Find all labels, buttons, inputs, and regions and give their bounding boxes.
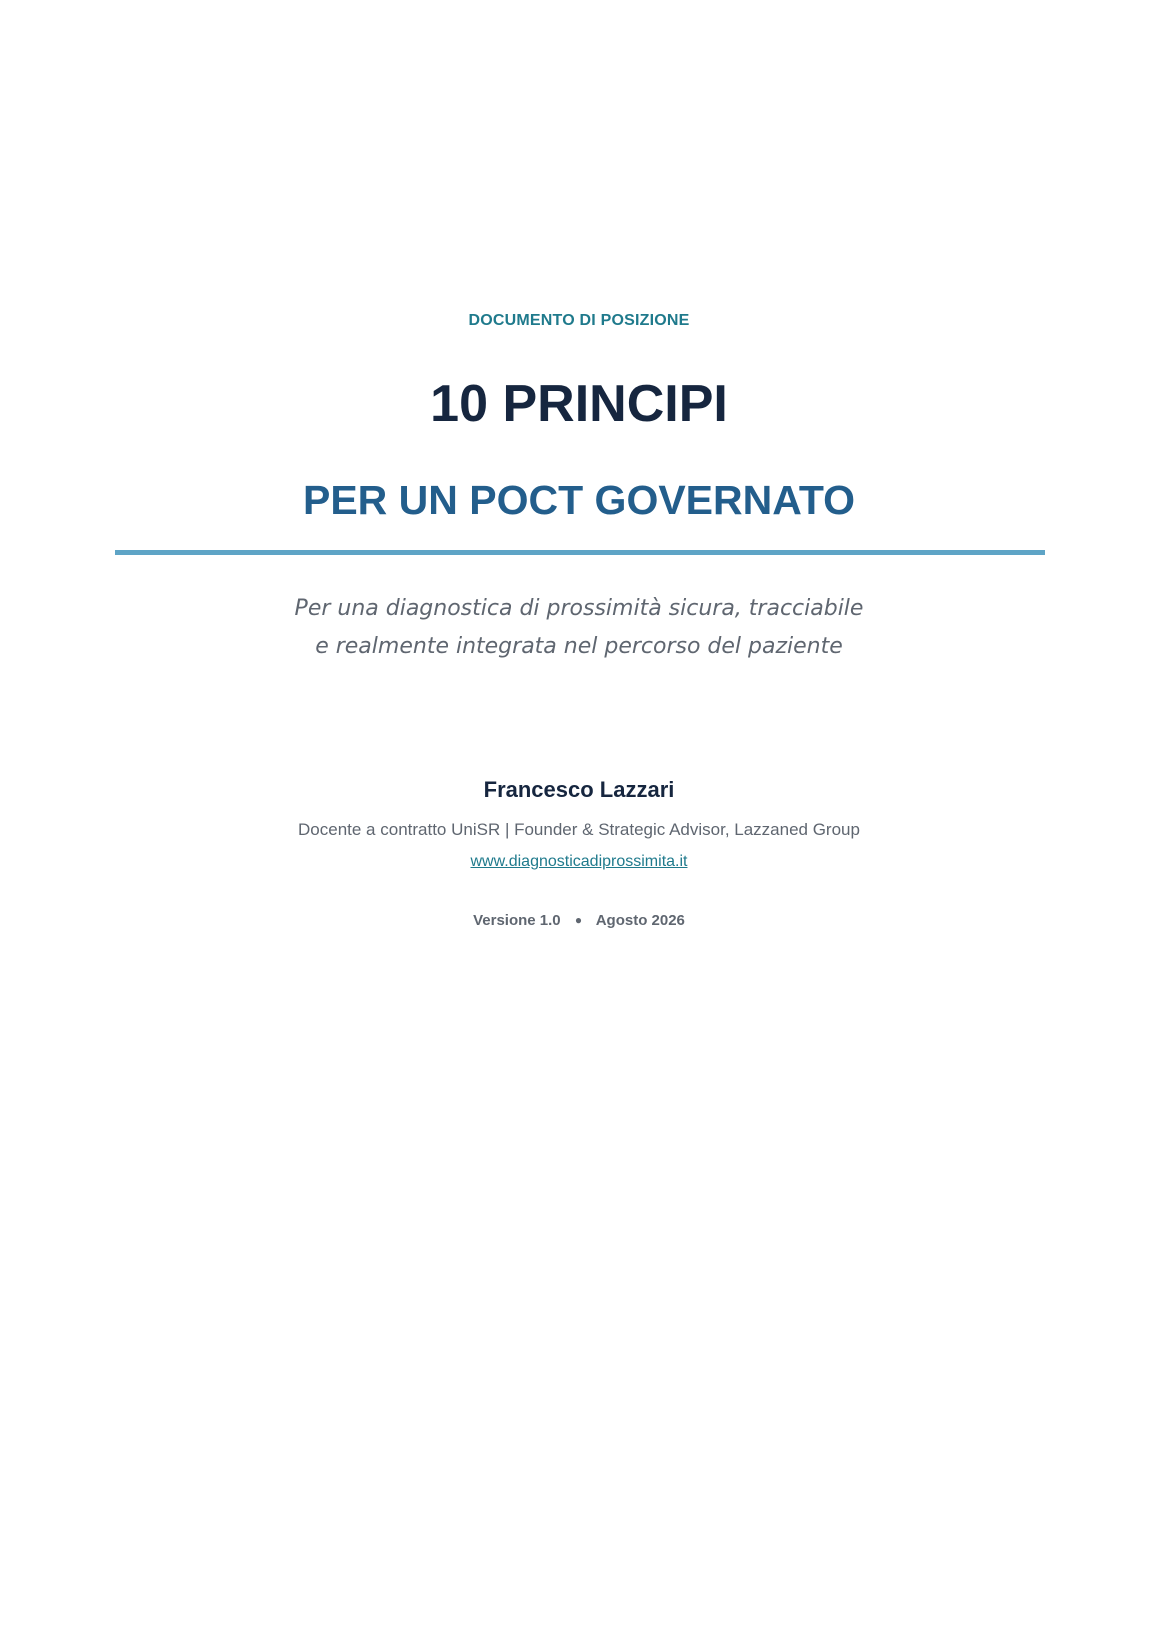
author-role: Docente a contratto UniSR | Founder & Strategic Advisor, Lazzaned Group <box>298 820 860 839</box>
bullet-separator: ● <box>574 913 583 927</box>
document-title: 10 PRINCIPI <box>430 375 728 433</box>
website-link[interactable]: www.diagnosticadiprossimita.it <box>470 853 688 870</box>
tagline <box>0 590 1158 666</box>
tagline-line-1: Per una diagnostica di prossimità sicura, tracciabile <box>294 596 864 621</box>
title-divider <box>115 550 1045 555</box>
version-label: Versione 1.0 <box>473 912 561 929</box>
document-type-label: DOCUMENTO DI POSIZIONE <box>468 312 690 329</box>
date-label: Agosto 2026 <box>595 912 685 929</box>
version-line <box>0 912 1158 929</box>
document-subtitle: PER UN POCT GOVERNATO <box>302 477 856 523</box>
author-name: Francesco Lazzari <box>483 777 675 802</box>
website-container <box>0 853 1158 871</box>
tagline-line-2: e realmente integrata nel percorso del paziente <box>315 634 843 659</box>
